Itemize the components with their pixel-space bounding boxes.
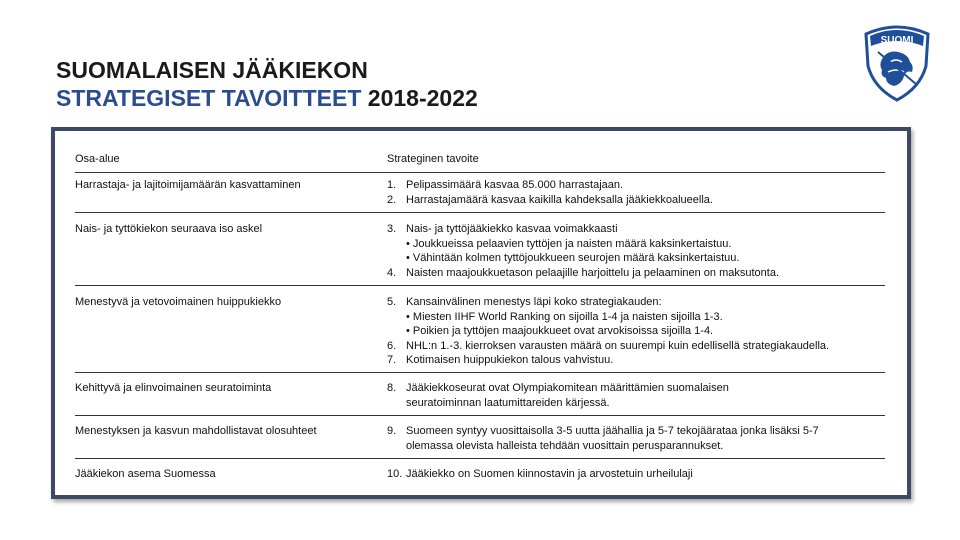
row-goals — [387, 381, 887, 410]
row-area: Harrastaja- ja lajitoimijamäärän kasvattaminen — [75, 179, 301, 191]
goal-item: 7. Kotimaisen huippukiekon talous vahvistuu. — [387, 354, 614, 366]
row-goals — [387, 424, 887, 453]
goal-item: 3. Nais- ja tyttöjääkiekko kasvaa voimakkaasti — [387, 223, 618, 235]
row-area: Menestyvä ja vetovoimainen huippukiekko — [75, 296, 282, 308]
row-divider — [75, 212, 885, 213]
goal-item: 10. Jääkiekko on Suomen kiinnostavin ja arvostetuin urheilulaji — [387, 468, 693, 480]
title-line-1: SUOMALAISEN JÄÄKIEKON — [56, 57, 368, 83]
row-area: Nais- ja tyttökiekon seuraava iso askel — [75, 223, 263, 235]
finland-lion-shield-logo-icon — [856, 22, 938, 104]
goal-item: 4. Naisten maajoukkuetason pelaajille harjoittelu ja pelaaminen on maksutonta. — [387, 266, 780, 279]
row-goals — [387, 295, 887, 368]
header-area: Osa-alue — [75, 153, 120, 165]
logo-text: SUOMI — [880, 35, 914, 46]
title-line-2-main: STRATEGISET TAVOITTEET — [56, 85, 362, 111]
goal-subitem: • Joukkueissa pelaavien tyttöjen ja naisten määrä kaksinkertaistuu. — [406, 237, 732, 250]
row-goals — [387, 467, 887, 482]
title-line-2-years: 2018-2022 — [367, 85, 478, 111]
goal-subitem: • Poikien ja tyttöjen maajoukkueet ovat arvokisoissa sijoilla 1-4. — [406, 325, 714, 337]
row-area: Menestyksen ja kasvun mahdollistavat olosuhteet — [75, 425, 317, 437]
goal-subitem: • Miesten IIHF World Ranking on sijoilla 1-4 ja naisten sijoilla 1-3. — [406, 310, 723, 323]
header-divider — [75, 172, 885, 173]
goal-item: 8. Jääkiekkoseurat ovat Olympiakomitean määrittämien suomalaisen seuratoiminnan laatumittareiden kärjessä. — [387, 382, 729, 409]
row-area: Jääkiekon asema Suomessa — [75, 468, 216, 480]
row-area: Kehittyvä ja elinvoimainen seuratoiminta — [75, 382, 272, 394]
page-title — [56, 56, 478, 112]
strategy-table-panel — [51, 127, 911, 499]
row-divider — [75, 415, 885, 416]
goal-item: 1. Pelipassimäärä kasvaa 85.000 harrastajaan. — [387, 179, 624, 191]
goal-item: 2. Harrastajamäärä kasvaa kaikilla kahdeksalla jääkiekkoalueella. — [387, 193, 713, 206]
row-divider — [75, 285, 885, 286]
row-divider — [75, 458, 885, 459]
goal-item: 6. NHL:n 1.-3. kierroksen varausten määrä on suurempi kuin edellisellä strategiakaudella. — [387, 339, 830, 352]
goal-subitem: • Vähintään kolmen tyttöjoukkueen seurojen määrä kaksinkertaistuu. — [406, 252, 740, 264]
goal-item: 5. Kansainvälinen menestys läpi koko strategiakauden: — [387, 296, 662, 308]
title-line-2 — [56, 84, 478, 112]
row-goals — [387, 222, 887, 280]
row-divider — [75, 372, 885, 373]
row-goals — [387, 178, 887, 207]
goal-item: 9. Suomeen syntyy vuosittaisolla 3-5 uutta jäähallia ja 5-7 tekojäärataa jonka lisäksi 5-7 olemassa olevista halleista tehdään vuosittain perusparannukset. — [387, 425, 819, 452]
header-goal: Strateginen tavoite — [387, 153, 479, 165]
